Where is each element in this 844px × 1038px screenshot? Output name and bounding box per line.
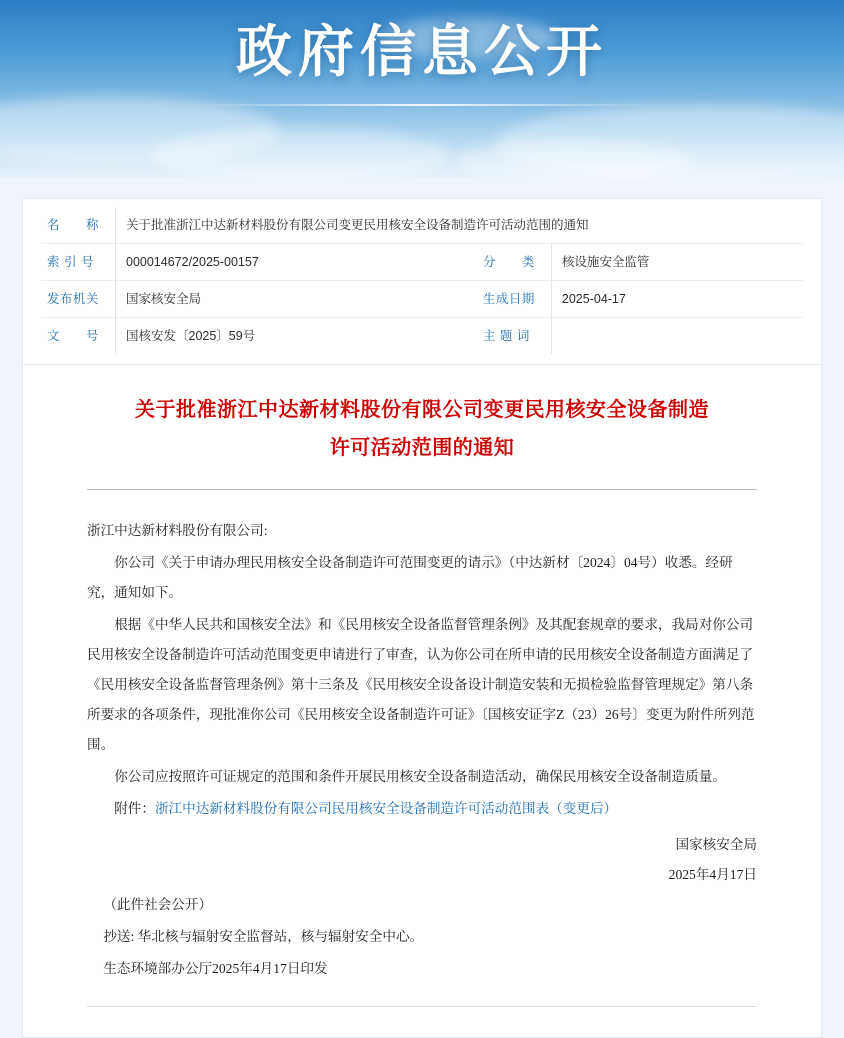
document-card: [22, 365, 822, 1038]
bottom-divider: [87, 1006, 757, 1007]
meta-label-created-date: 生成日期: [477, 281, 551, 318]
salutation: 浙江中达新材料股份有限公司:: [87, 523, 268, 538]
meta-value-name: 关于批准浙江中达新材料股份有限公司变更民用核安全设备制造许可活动范围的通知: [116, 207, 803, 244]
meta-value-created-date: 2025-04-17: [552, 281, 803, 318]
page-title: [87, 391, 757, 467]
signature-date: 2025年4月17日: [668, 867, 757, 882]
signature-organization: 国家核安全局: [675, 837, 757, 852]
cc-line: 抄送: 华北核与辐射安全监督站，核与辐射安全中心。: [103, 929, 424, 944]
issuer-line: 生态环境部办公厅2025年4月17日印发: [103, 961, 328, 976]
paragraph-2: 根据《中华人民共和国核安全法》和《民用核安全设备监督管理条例》及其配套规章的要求，我局对你公司民用核安全设备制造许可活动范围变更申请进行了审查，认为你公司在所申请的民用核安全设备制造方面满足了《民用核安全设备监督管理条例》第十三条及《民用核安全设备设计制造安装和无损检验监督管理规定》第八条所要求的各项条件，现批准你公司《民用核安全设备制造许可证》〔国核安证字Z（23）26号〕变更为附件所列范围。: [87, 617, 755, 752]
meta-label-doc-number: 文 号: [47, 329, 100, 343]
meta-label-category: 分 类: [477, 244, 551, 281]
meta-label-keywords: 主 题 词: [482, 329, 530, 343]
content-wrapper: [0, 178, 844, 1038]
document-title-line-2: 许可活动范围的通知: [329, 437, 515, 459]
meta-value-keywords: [552, 318, 803, 355]
paragraph-1: 你公司《关于申请办理民用核安全设备制造许可范围变更的请示》（中达新材〔2024〕04号）收悉。经研究，通知如下。: [87, 555, 733, 600]
title-divider: [87, 489, 757, 490]
page-banner: [0, 0, 844, 178]
table-row: [41, 281, 803, 318]
public-disclosure-note: （此件社会公开）: [103, 897, 213, 912]
table-row: [41, 207, 803, 244]
table-row: [41, 244, 803, 281]
meta-label-publisher: 发布机关: [41, 281, 115, 318]
meta-label-index: 索 引 号: [41, 244, 115, 281]
banner-title: 政府信息公开: [236, 22, 608, 84]
meta-value-category: 核设施安全监管: [552, 244, 803, 281]
meta-value-index: 000014672/2025-00157: [116, 244, 477, 281]
table-row: [41, 318, 803, 355]
metadata-card: [22, 198, 822, 365]
banner-divider: [190, 104, 656, 106]
meta-value-doc-number: 国核安发〔2025〕59号: [126, 329, 256, 343]
metadata-table: [41, 207, 803, 354]
cloud-decoration-2: [150, 128, 450, 178]
meta-value-publisher: 国家核安全局: [116, 281, 477, 318]
attachment-link[interactable]: 浙江中达新材料股份有限公司民用核安全设备制造许可活动范围表（变更后）: [154, 801, 618, 816]
signature-block: [87, 830, 757, 890]
meta-label-name: 名 称: [41, 207, 115, 244]
page-body: [0, 178, 844, 1038]
attachment-row: [87, 794, 757, 824]
attachment-label: 附件：: [114, 801, 155, 816]
document-title-line-1: 关于批准浙江中达新材料股份有限公司变更民用核安全设备制造: [135, 399, 709, 421]
paragraph-3: 你公司应按照许可证规定的范围和条件开展民用核安全设备制造活动，确保民用核安全设备制造质量。: [114, 769, 726, 784]
cloud-decoration-4: [454, 140, 694, 178]
